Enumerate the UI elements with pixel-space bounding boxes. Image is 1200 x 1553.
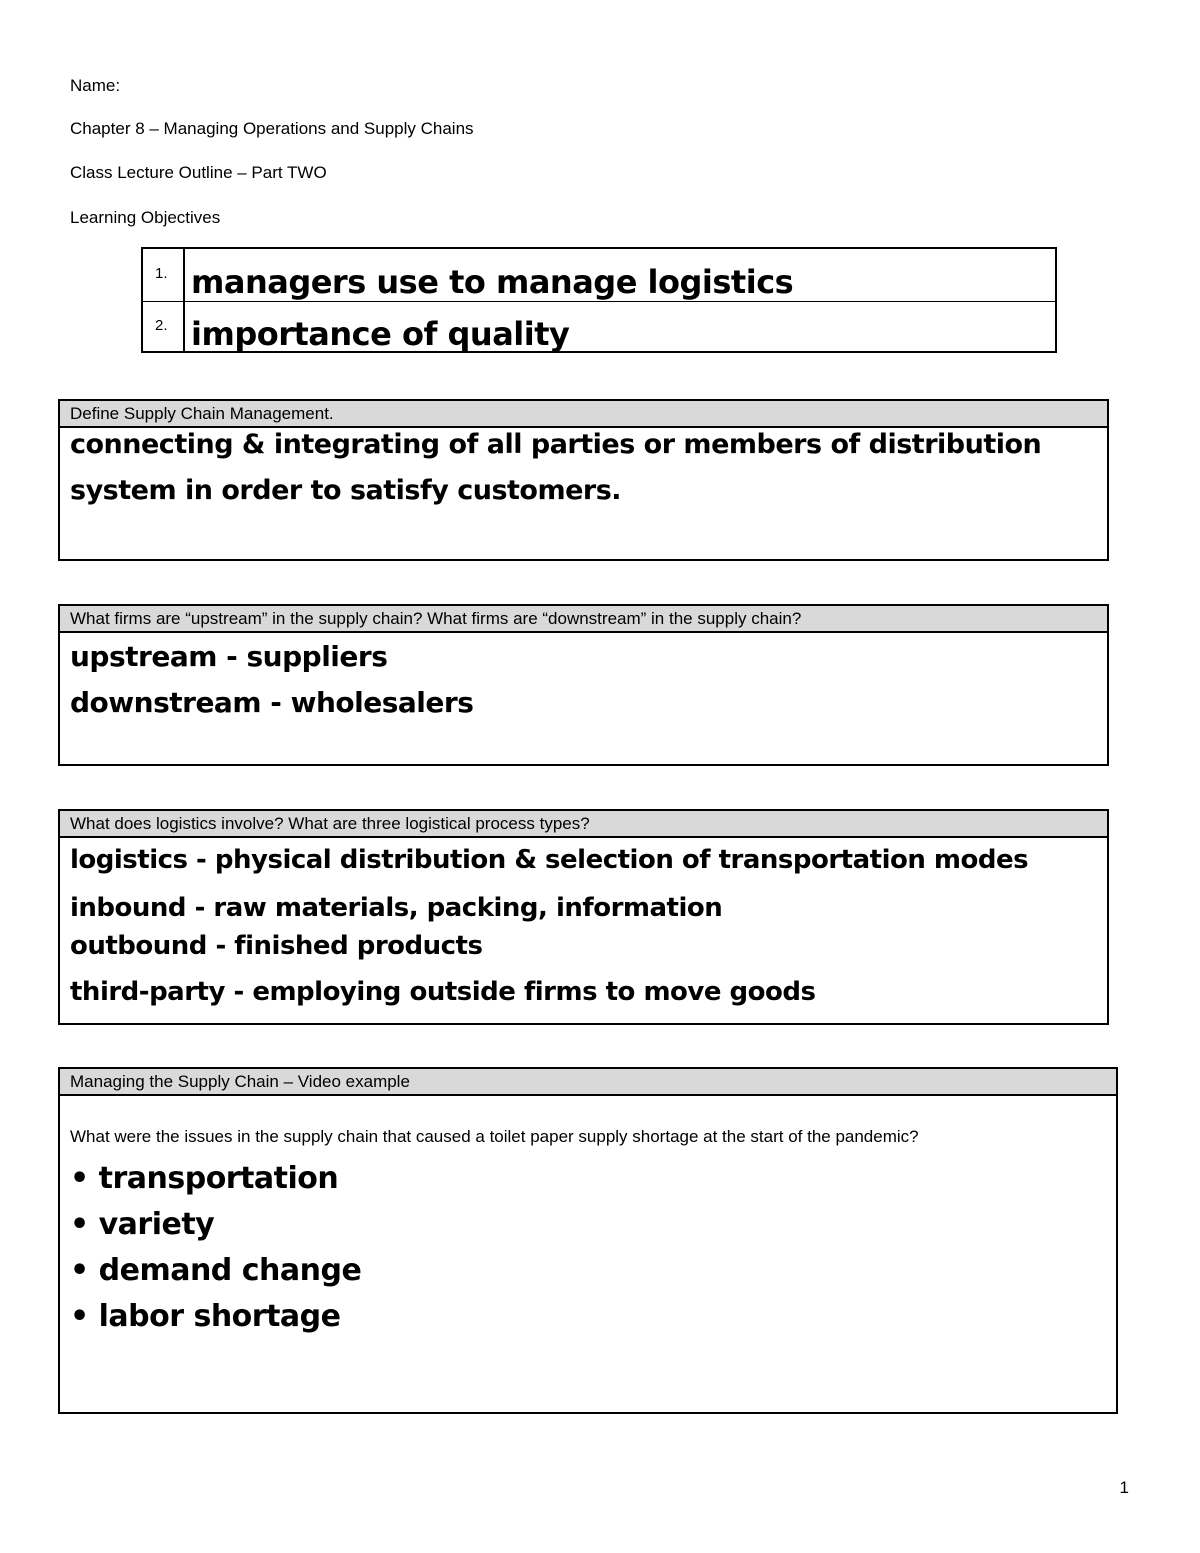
scm-answer-line[interactable]: connecting & integrating of all parties or members of distribution xyxy=(70,429,1042,460)
objective-answer[interactable]: managers use to manage logistics xyxy=(191,263,794,301)
logistics-heading: What does logistics involve? What are three logistical process types? xyxy=(60,811,1107,838)
objective-number: 2. xyxy=(143,301,185,353)
logistics-box xyxy=(58,809,1109,1025)
objective-number: 1. xyxy=(143,249,185,301)
scm-box xyxy=(58,399,1109,561)
streams-answer-line[interactable]: upstream - suppliers xyxy=(70,640,388,673)
objectives-heading: Learning Objectives xyxy=(70,208,221,227)
logistics-answer-line[interactable]: logistics - physical distribution & selection of transportation modes xyxy=(70,845,1029,875)
scm-answer-line[interactable]: system in order to satisfy customers. xyxy=(70,475,622,506)
video-heading: Managing the Supply Chain – Video example xyxy=(60,1069,1116,1096)
objective-row xyxy=(143,249,1055,302)
logistics-answer-line[interactable]: inbound - raw materials, packing, information xyxy=(70,893,723,923)
video-answer-line[interactable]: • transportation xyxy=(70,1161,339,1196)
page-number: 1 xyxy=(1119,1478,1129,1497)
logistics-answer-line[interactable]: third-party - employing outside firms to move goods xyxy=(70,977,816,1007)
name-label: Name: xyxy=(70,76,121,95)
scm-heading: Define Supply Chain Management. xyxy=(60,401,1107,428)
objectives-table xyxy=(141,247,1057,353)
video-answer-line[interactable]: • demand change xyxy=(70,1253,362,1288)
streams-box xyxy=(58,604,1109,766)
outline-title: Class Lecture Outline – Part TWO xyxy=(70,163,327,182)
chapter-title: Chapter 8 – Managing Operations and Supply Chains xyxy=(70,119,474,138)
video-box xyxy=(58,1067,1118,1414)
video-answer-line[interactable]: • labor shortage xyxy=(70,1299,341,1334)
objective-row xyxy=(143,301,1055,353)
streams-answer-line[interactable]: downstream - wholesalers xyxy=(70,686,474,719)
logistics-answer-line[interactable]: outbound - finished products xyxy=(70,931,483,961)
video-answer-line[interactable]: • variety xyxy=(70,1207,215,1242)
streams-heading: What firms are “upstream” in the supply chain? What firms are “downstream” in the supply chain? xyxy=(60,606,1107,633)
video-question: What were the issues in the supply chain that caused a toilet paper supply shortage at the start of the pandemic? xyxy=(70,1127,919,1146)
objective-answer[interactable]: importance of quality xyxy=(191,315,570,353)
